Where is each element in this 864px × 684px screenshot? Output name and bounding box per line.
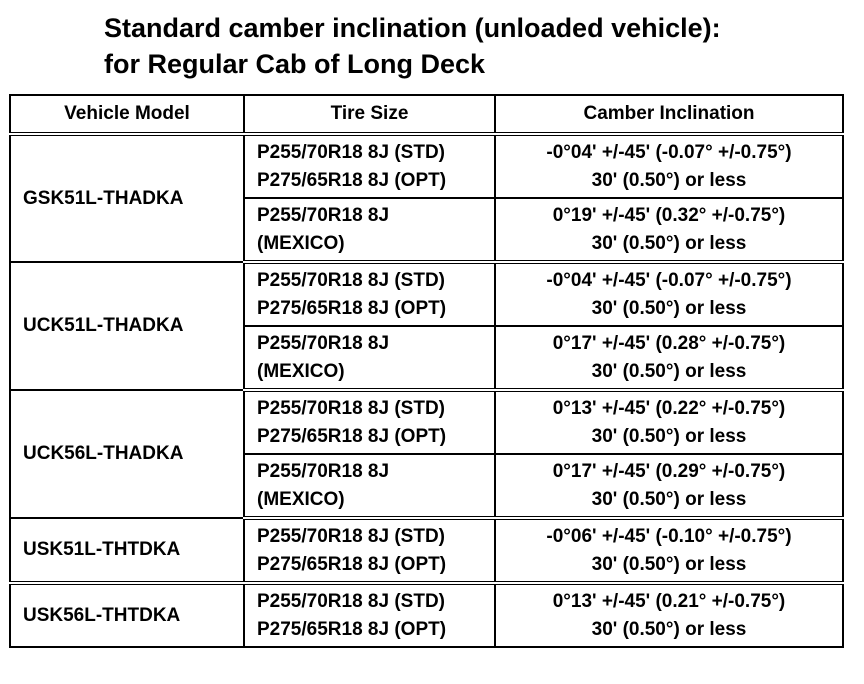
page-title bbox=[104, 10, 721, 82]
tire-size-line: P255/70R18 8J bbox=[257, 204, 390, 226]
tire-size-line: P275/65R18 8J (OPT) bbox=[257, 169, 447, 191]
camber-limit: 30' (0.50°) or less bbox=[591, 232, 747, 254]
table-header-row bbox=[10, 95, 843, 134]
vehicle-model-cell: GSK51L-THADKA bbox=[10, 134, 244, 262]
camber-value: -0°06' +/-45' (-0.10° +/-0.75°) bbox=[546, 525, 792, 547]
vehicle-model-cell: UCK51L-THADKA bbox=[10, 262, 244, 390]
tire-size-line: P275/65R18 8J (OPT) bbox=[257, 297, 447, 319]
header-vehicle-model: Vehicle Model bbox=[10, 95, 244, 134]
tire-size-cell bbox=[244, 583, 495, 647]
tire-size-line: (MEXICO) bbox=[257, 232, 345, 254]
camber-value: 0°17' +/-45' (0.28° +/-0.75°) bbox=[552, 332, 786, 354]
camber-cell bbox=[495, 390, 843, 454]
table-row bbox=[10, 518, 843, 583]
camber-cell bbox=[495, 326, 843, 390]
table-row bbox=[10, 262, 843, 326]
tire-size-cell bbox=[244, 134, 495, 198]
title-line-2: for Regular Cab of Long Deck bbox=[104, 49, 486, 79]
camber-limit: 30' (0.50°) or less bbox=[591, 297, 747, 319]
header-camber-inclination: Camber Inclination bbox=[495, 95, 843, 134]
tire-size-cell bbox=[244, 198, 495, 262]
camber-cell bbox=[495, 198, 843, 262]
table-row bbox=[10, 583, 843, 647]
table-row bbox=[10, 390, 843, 454]
tire-size-line: P255/70R18 8J (STD) bbox=[257, 525, 445, 547]
camber-limit: 30' (0.50°) or less bbox=[591, 169, 747, 191]
tire-size-line: P255/70R18 8J (STD) bbox=[257, 269, 445, 291]
header-tire-size: Tire Size bbox=[244, 95, 495, 134]
tire-size-cell bbox=[244, 518, 495, 583]
table-row bbox=[10, 134, 843, 198]
tire-size-line: P275/65R18 8J (OPT) bbox=[257, 618, 447, 640]
tire-size-line: P275/65R18 8J (OPT) bbox=[257, 425, 447, 447]
camber-value: -0°04' +/-45' (-0.07° +/-0.75°) bbox=[546, 141, 792, 163]
tire-size-line: P255/70R18 8J (STD) bbox=[257, 590, 445, 612]
tire-size-cell bbox=[244, 454, 495, 518]
camber-cell bbox=[495, 262, 843, 326]
camber-value: 0°13' +/-45' (0.22° +/-0.75°) bbox=[552, 397, 786, 419]
camber-cell bbox=[495, 518, 843, 583]
tire-size-line: (MEXICO) bbox=[257, 488, 345, 510]
camber-value: -0°04' +/-45' (-0.07° +/-0.75°) bbox=[546, 269, 792, 291]
camber-value: 0°19' +/-45' (0.32° +/-0.75°) bbox=[552, 204, 786, 226]
tire-size-cell bbox=[244, 262, 495, 326]
camber-limit: 30' (0.50°) or less bbox=[591, 618, 747, 640]
camber-limit: 30' (0.50°) or less bbox=[591, 360, 747, 382]
vehicle-model-cell: USK56L-THTDKA bbox=[10, 583, 244, 647]
camber-cell bbox=[495, 134, 843, 198]
tire-size-line: P255/70R18 8J (STD) bbox=[257, 141, 445, 163]
camber-value: 0°17' +/-45' (0.29° +/-0.75°) bbox=[552, 460, 786, 482]
tire-size-line: (MEXICO) bbox=[257, 360, 345, 382]
tire-size-line: P275/65R18 8J (OPT) bbox=[257, 553, 447, 575]
camber-limit: 30' (0.50°) or less bbox=[591, 553, 747, 575]
tire-size-cell bbox=[244, 390, 495, 454]
vehicle-model-cell: USK51L-THTDKA bbox=[10, 518, 244, 583]
tire-size-line: P255/70R18 8J (STD) bbox=[257, 397, 445, 419]
camber-cell bbox=[495, 454, 843, 518]
camber-limit: 30' (0.50°) or less bbox=[591, 425, 747, 447]
title-line-1: Standard camber inclination (unloaded vehicle): bbox=[104, 13, 721, 43]
camber-spec-table bbox=[9, 94, 844, 648]
camber-cell bbox=[495, 583, 843, 647]
vehicle-model-cell: UCK56L-THADKA bbox=[10, 390, 244, 518]
camber-limit: 30' (0.50°) or less bbox=[591, 488, 747, 510]
camber-value: 0°13' +/-45' (0.21° +/-0.75°) bbox=[552, 590, 786, 612]
tire-size-line: P255/70R18 8J bbox=[257, 332, 390, 354]
tire-size-line: P255/70R18 8J bbox=[257, 460, 390, 482]
tire-size-cell bbox=[244, 326, 495, 390]
